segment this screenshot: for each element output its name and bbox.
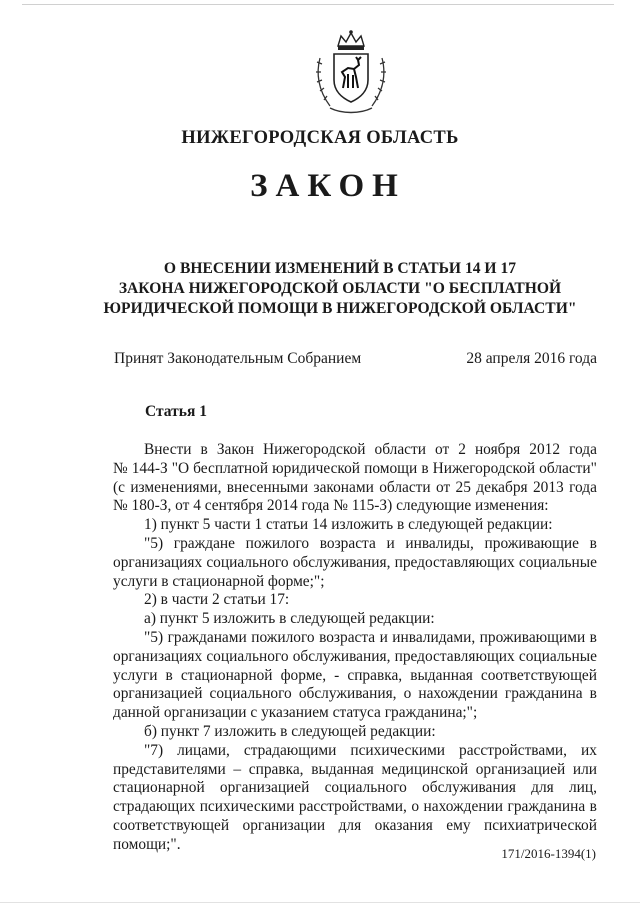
article-word: области [374,441,426,458]
region-name: НИЖЕГОРОДСКАЯ ОБЛАСТЬ [181,128,459,148]
document-type: ЗАКОН [250,168,406,204]
article-word: соответствующей [113,816,230,834]
article-word: стационарной [180,666,273,684]
adopted-by: Принят Законодательным Собранием [114,350,362,367]
article-word: Нижегородской [263,441,366,458]
article-word: "О [171,459,190,477]
article-word: психиатрической [484,816,597,834]
article-text-line: а) пункт 5 изложить в следующей редакции: [144,610,435,628]
adoption-date: 28 апреля 2016 года [466,350,597,367]
article-word: и [386,534,395,552]
article-word: пожилого [245,534,310,552]
article-text-line: 1) пункт 5 части 1 статьи 14 изложить в следующей редакции: [144,516,553,534]
article-word: от [434,441,450,458]
article-word: для [531,779,554,797]
article-word: 2013 [532,478,564,496]
law-title-line: О ВНЕСЕНИИ ИЗМЕНЕНИЙ В СТАТЬИ 14 И 17 [163,260,517,277]
article-text-line: услуги в стационарной форме;"; [113,572,325,590]
article-word: (с [113,478,125,496]
article-text-line [113,441,597,460]
article-word: проживающими [479,628,586,646]
article-word: страдающих [113,798,196,816]
article-word: обслуживания, [292,647,391,665]
article-word: проживающие [484,534,579,552]
article-text-line [113,742,597,761]
article-word: в [589,628,597,646]
article-text-line [113,535,597,554]
article-word: области [379,478,431,496]
article-text-line [113,761,597,780]
article-word: и [379,628,388,646]
document-number: 171/2016-1394(1) [501,846,596,861]
coat-of-arms-emblem [312,28,390,116]
article-text-line: б) пункт 7 изложить в следующей редакции: [144,722,436,740]
article-word: в [165,666,173,684]
article-word: в [589,685,597,703]
article-word: обслуживания, [298,685,397,703]
article-word: 144-З [131,459,168,477]
article-word: выданная [410,666,473,684]
article-word: социальные [518,553,597,571]
article-word: возраста [319,534,376,552]
article-word: справка, [248,760,304,778]
article-word: расстройствами, [459,741,568,759]
article-word: социального [206,553,289,571]
article-word: выданная [311,760,374,778]
article-word: помощи [364,459,418,477]
article-heading: Статья 1 [145,403,207,420]
article-word: в [421,459,429,477]
article-word: организации [242,816,326,834]
article-word: расстройствами, [298,798,407,816]
article-word: представителями [113,760,226,778]
article-word: "7) [144,741,164,759]
article-word: – [233,760,242,778]
article-word: лиц, [568,779,597,797]
article-word: нахождении [423,798,504,816]
article-text-line [113,648,597,667]
article-word: законами [313,478,374,496]
article-text-line [113,685,597,704]
article-word: гражданами [167,628,247,646]
article-text-line [113,779,597,798]
article-word: от [435,478,451,496]
article-text-line [113,554,597,573]
article-word: психическими [199,798,295,816]
article-word: соответствующей [480,666,597,684]
article-word: граждане [173,534,235,552]
article-word: о [411,798,420,816]
article-word: Закон [216,441,254,458]
law-title-line: ЮРИДИЧЕСКОЙ ПОМОЩИ В НИЖЕГОРОДСКОЙ ОБЛАСТИ" [103,300,577,317]
article-word: лицами, [177,741,230,759]
article-word: обслуживания [422,779,516,797]
article-text-line [113,798,597,817]
scan-edge-line [22,4,614,5]
article-word: организацией [219,779,310,797]
article-word: обслуживания, [292,553,391,571]
article-word: "5) [144,628,164,646]
article-word: справка, [347,666,403,684]
article-word: форме, [280,666,327,684]
article-word: психическими [350,741,446,759]
article-text-line: помощи;". [113,835,181,853]
article-word: организацией [475,760,566,778]
article-word: инвалидами, [392,628,476,646]
article-word: 25 [455,478,471,496]
article-word: в [200,441,208,458]
article-word: для [338,816,362,834]
law-title [90,259,590,319]
article-word: страдающими [243,741,337,759]
article-word: декабря [476,478,528,496]
article-word: гражданина [507,798,586,816]
article-text-line [113,667,597,686]
article-word: социальные [518,647,597,665]
article-word: 2012 [529,441,561,458]
article-text-line: № 180-З, от 4 сентября 2014 года № 115-З) следующие изменения: [113,497,549,515]
article-word: предоставляющих [394,647,515,665]
article-word: социального [324,779,407,797]
article-word: изменениями, [130,478,222,496]
article-body [113,441,597,855]
article-word: в [589,534,597,552]
article-word: пожилого [251,628,315,646]
article-word: 2 [458,441,466,458]
article-word: "5) [144,534,164,552]
article-word: ему [446,816,471,834]
article-word: области" [539,459,597,477]
article-word: нахождении [418,685,498,703]
article-word: предоставляющих [394,553,515,571]
article-word: стационарной [113,779,205,797]
article-word: № [113,459,128,477]
article-text-line [113,629,597,648]
scan-edge-line [0,902,640,903]
article-text-line: данной организации с указанием статуса гражданина;"; [113,704,478,722]
article-word: или [572,760,597,778]
article-text-line [113,460,597,479]
article-word: инвалиды, [405,534,474,552]
article-word: организациях [113,553,203,571]
article-word: организацией [113,685,203,703]
article-text-line [113,817,597,836]
article-word: юридической [272,459,361,477]
article-word: гражданина [504,685,583,703]
article-word: бесплатной [193,459,269,477]
article-word: о [403,685,412,703]
article-word: возраста [319,628,376,646]
article-word: оказания [374,816,433,834]
article-word: Нижегородской [432,459,536,477]
article-text-line: 2) в части 2 статьи 17: [144,591,290,609]
article-word: внесенными [226,478,309,496]
article-word: года [569,478,597,496]
article-word: организациях [113,647,203,665]
article-word: медицинской [381,760,469,778]
article-text-line [113,479,597,498]
article-word: ноября [474,441,521,458]
article-word: - [334,666,340,684]
article-word: социального [206,647,289,665]
article-word: социального [209,685,292,703]
article-word: года [569,441,597,458]
article-word: Внести [144,441,192,458]
law-title-line: ЗАКОНА НИЖЕГОРОДСКОЙ ОБЛАСТИ "О БЕСПЛАТНОЙ [118,280,562,297]
article-word: услуги [113,666,158,684]
article-word: их [581,741,597,759]
article-word: в [589,798,597,816]
